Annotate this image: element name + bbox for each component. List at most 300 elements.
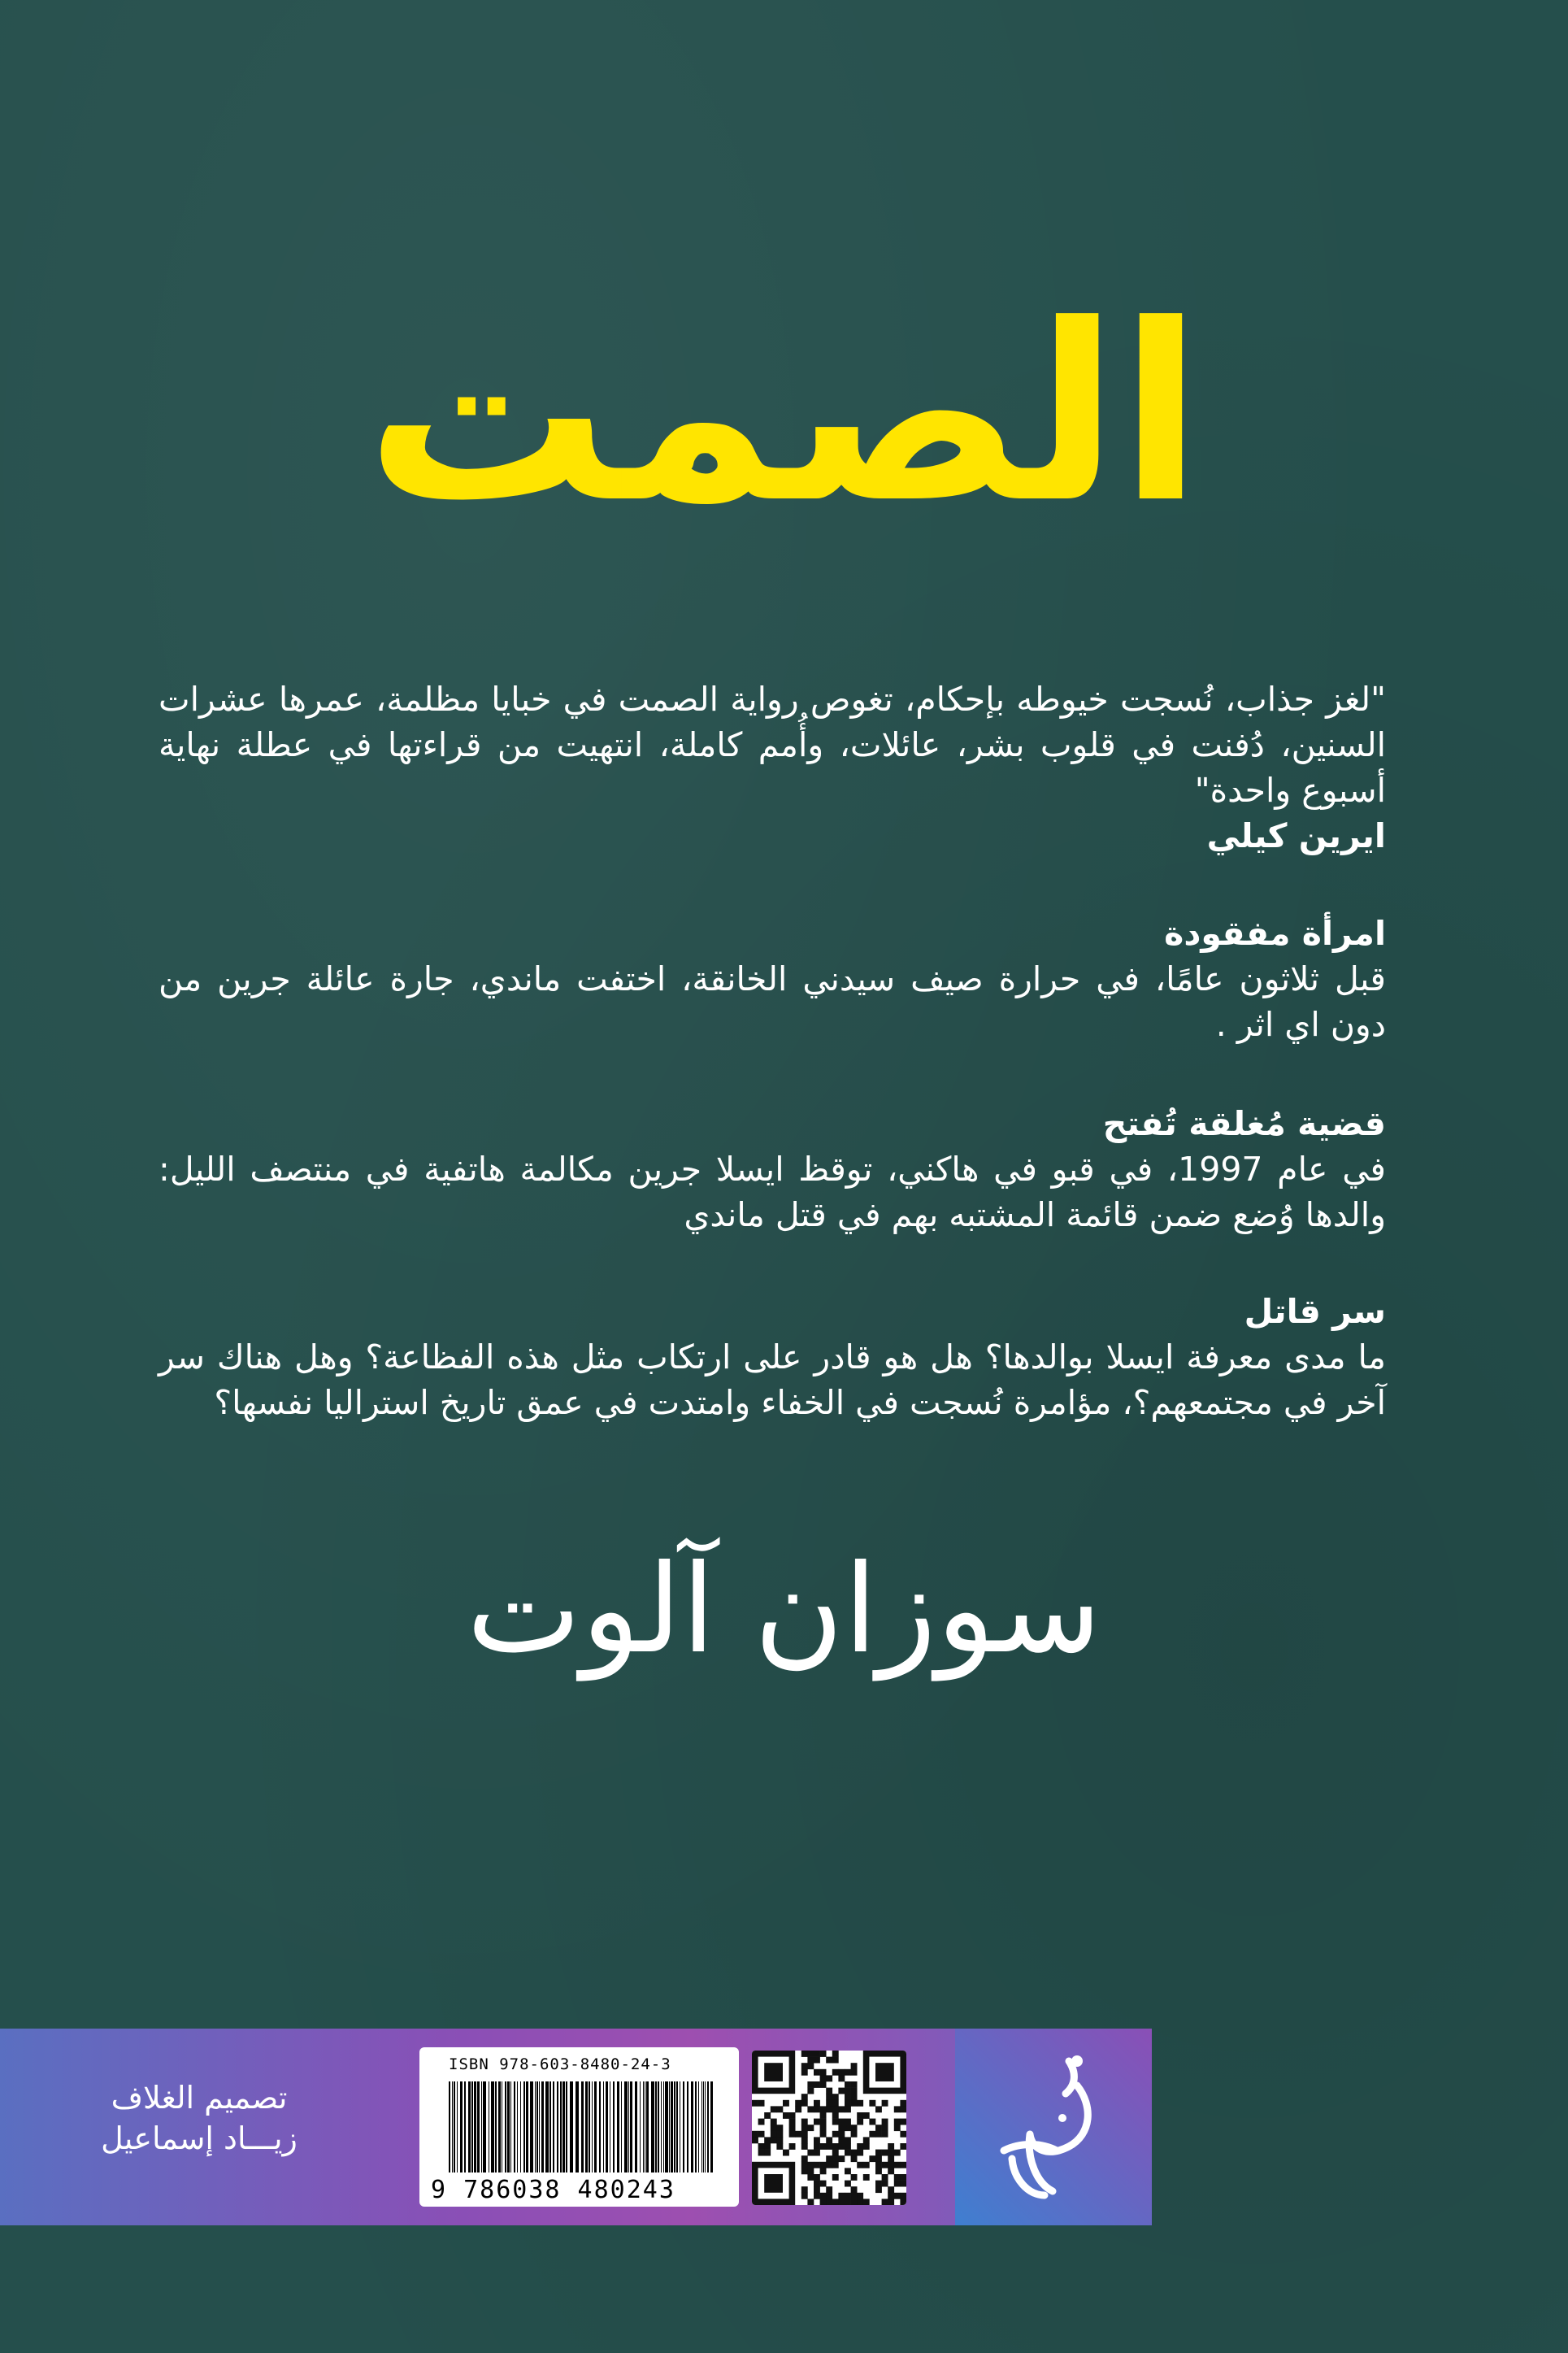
qr-module [882, 2100, 888, 2107]
qr-module [882, 2174, 888, 2181]
qr-module [801, 2143, 808, 2150]
qr-module [875, 2150, 882, 2156]
barcode-bar [687, 2081, 688, 2173]
isbn-barcode [419, 2047, 739, 2207]
qr-module [789, 2119, 796, 2125]
qr-module [820, 2199, 827, 2205]
qr-module [857, 2112, 863, 2119]
qr-module [857, 2193, 863, 2199]
qr-module [900, 2131, 906, 2138]
qr-module [826, 2106, 832, 2112]
barcode-bar [481, 2081, 482, 2173]
section-text: في عام 1997، في قبو في هاكني، توقظ ايسلا جرين مكالمة هاتفية في منتصف الليل: والدها وُضع ضمن قائمة المشتبه بهم في قتل ماندي [159, 1150, 1386, 1234]
qr-module [783, 2150, 789, 2156]
qr-module [838, 2088, 845, 2094]
barcode-bar [592, 2081, 593, 2173]
barcode-bar [671, 2081, 673, 2173]
qr-module [807, 2051, 814, 2057]
qr-module [857, 2199, 863, 2205]
barcode-bar [505, 2081, 506, 2173]
qr-module [845, 2100, 851, 2107]
qr-module [807, 2057, 814, 2064]
barcode-bar [635, 2081, 637, 2173]
qr-module [882, 2131, 888, 2138]
barcode-bar [449, 2081, 450, 2173]
qr-module [851, 2174, 858, 2181]
barcode-bar [594, 2081, 597, 2173]
qr-module [758, 2100, 765, 2107]
qr-module [838, 2131, 845, 2138]
barcode-bar [603, 2081, 604, 2173]
barcode-bar [477, 2081, 480, 2173]
barcode-bar [474, 2081, 476, 2173]
qr-module [863, 2137, 870, 2143]
barcode-bar [464, 2081, 466, 2173]
qr-module [832, 2199, 839, 2205]
barcode-bar [471, 2081, 473, 2173]
qr-module [801, 2063, 808, 2069]
barcode-bar [498, 2081, 501, 2173]
barcode-bar [606, 2081, 608, 2173]
qr-module [900, 2119, 906, 2125]
qr-module [894, 2162, 901, 2168]
barcode-bar [640, 2081, 641, 2173]
barcode-bar [460, 2081, 463, 2173]
qr-module [888, 2199, 894, 2205]
qr-module [826, 2088, 832, 2094]
barcode-bar [663, 2081, 664, 2173]
qr-module [851, 2131, 858, 2138]
barcode-bar [536, 2081, 538, 2173]
barcode-bar [452, 2081, 453, 2173]
qr-module [801, 2100, 808, 2107]
qr-module [807, 2199, 814, 2205]
qr-module [845, 2094, 851, 2100]
qr-module [851, 2063, 858, 2069]
qr-module [820, 2119, 827, 2125]
qr-module [814, 2181, 820, 2187]
qr-module [851, 2081, 858, 2088]
qr-module [758, 2143, 765, 2150]
qr-module [814, 2193, 820, 2199]
section-heading: قضية مُغلقة تُفتح [1102, 1104, 1386, 1143]
qr-module [863, 2112, 870, 2119]
cover-design-credits [77, 2077, 321, 2159]
qr-module [832, 2057, 839, 2064]
qr-module [875, 2155, 882, 2162]
qr-module [838, 2137, 845, 2143]
qr-module [807, 2063, 814, 2069]
qr-module [851, 2094, 858, 2100]
qr-module [900, 2100, 906, 2107]
qr-module [845, 2125, 851, 2131]
qr-module [801, 2186, 808, 2193]
barcode-bar [510, 2081, 511, 2173]
qr-module [863, 2199, 870, 2205]
qr-module [845, 2088, 851, 2094]
qr-module [801, 2051, 808, 2057]
barcode-bar [507, 2081, 510, 2173]
barcode-bar [674, 2081, 675, 2173]
qr-module [789, 2143, 796, 2150]
barcode-bar [581, 2081, 584, 2173]
barcode-bar [560, 2081, 562, 2173]
qr-module [832, 2150, 839, 2156]
qr-module [863, 2162, 870, 2168]
qr-module [832, 2069, 839, 2076]
qr-module [820, 2112, 827, 2119]
qr-module [814, 2143, 820, 2150]
qr-module [764, 2150, 771, 2156]
qr-module [814, 2119, 820, 2125]
qr-module [820, 2125, 827, 2131]
qr-module [826, 2075, 832, 2081]
qr-module [771, 2125, 777, 2131]
qr-code-icon [752, 2051, 906, 2205]
quote-attribution: ايرين كيلي [1206, 816, 1386, 855]
barcode-bar [683, 2081, 684, 2173]
qr-module [832, 2162, 839, 2168]
qr-module [845, 2168, 851, 2174]
barcode-bar [517, 2081, 518, 2173]
qr-module [900, 2143, 906, 2150]
qr-module [845, 2081, 851, 2088]
qr-module [789, 2112, 796, 2119]
qr-module [801, 2137, 808, 2143]
qr-module [820, 2069, 827, 2076]
qr-module [845, 2106, 851, 2112]
barcode-bar [535, 2081, 536, 2173]
qr-module [851, 2100, 858, 2107]
qr-module [820, 2081, 827, 2088]
qr-module [900, 2174, 906, 2181]
qr-module [845, 2069, 851, 2076]
qr-module [857, 2119, 863, 2125]
barcode-bar [495, 2081, 497, 2173]
qr-module [801, 2119, 808, 2125]
barcode-bar [541, 2081, 544, 2173]
qr-module [832, 2174, 839, 2181]
qr-module [832, 2112, 839, 2119]
barcode-bar [655, 2081, 657, 2173]
qr-module [776, 2137, 783, 2143]
qr-module [814, 2162, 820, 2168]
barcode-bar [585, 2081, 588, 2173]
qr-finder [875, 2063, 894, 2081]
author-name: سوزان آلوت [466, 1539, 1102, 1681]
quote-text: "لغز جذاب، نُسجت خيوطه بإحكام، تغوص رواية الصمت في خبايا مظلمة، عمرها عشرات السنين، دُفنت في قلوب بشر، عائلات، وأُمم كاملة، انتهيت من قراءتها في عطلة نهاية أسبوع واحدة" [159, 680, 1386, 810]
barcode-bar [576, 2081, 579, 2173]
qr-module [838, 2069, 845, 2076]
publisher-logo-icon [955, 2029, 1152, 2225]
barcode-bar [562, 2081, 565, 2173]
qr-module [807, 2081, 814, 2088]
qr-module [758, 2150, 765, 2156]
qr-module [814, 2057, 820, 2064]
qr-module [894, 2181, 901, 2187]
qr-module [764, 2143, 771, 2150]
qr-module [894, 2119, 901, 2125]
section-missing-woman [159, 911, 1386, 1047]
qr-module [838, 2125, 845, 2131]
qr-module [888, 2150, 894, 2156]
barcode-bar [570, 2081, 573, 2173]
qr-module [845, 2119, 851, 2125]
qr-module [814, 2051, 820, 2057]
qr-module [814, 2100, 820, 2107]
qr-module [832, 2051, 839, 2057]
section-heading: امرأة مفقودة [1164, 914, 1386, 953]
qr-module [845, 2193, 851, 2199]
qr-module [814, 2186, 820, 2193]
qr-module [776, 2125, 783, 2131]
qr-module [764, 2112, 771, 2119]
qr-module [820, 2168, 827, 2174]
qr-module [900, 2193, 906, 2199]
qr-module [814, 2150, 820, 2156]
barcode-bar [705, 2081, 706, 2173]
qr-module [888, 2143, 894, 2150]
barcode-bar [526, 2081, 528, 2173]
qr-module [851, 2155, 858, 2162]
qr-module [882, 2199, 888, 2205]
qr-module [838, 2075, 845, 2081]
barcode-bar [549, 2081, 551, 2173]
barcode-bar [703, 2081, 704, 2173]
barcode-bar [698, 2081, 699, 2173]
qr-module [801, 2094, 808, 2100]
qr-module [851, 2193, 858, 2199]
qr-module [807, 2168, 814, 2174]
qr-module [888, 2193, 894, 2199]
qr-module [814, 2106, 820, 2112]
qr-module [807, 2162, 814, 2168]
qr-module [807, 2088, 814, 2094]
qr-module [900, 2162, 906, 2168]
qr-module [820, 2106, 827, 2112]
qr-module [771, 2131, 777, 2138]
barcode-bar [613, 2081, 615, 2173]
qr-module [758, 2119, 765, 2125]
barcode-bar [530, 2081, 533, 2173]
qr-module [838, 2193, 845, 2199]
qr-module [832, 2106, 839, 2112]
qr-module [771, 2137, 777, 2143]
barcode-bar [651, 2081, 654, 2173]
qr-module [783, 2112, 789, 2119]
qr-module [845, 2199, 851, 2205]
qr-module [875, 2186, 882, 2193]
qr-module [894, 2106, 901, 2112]
qr-module [851, 2088, 858, 2094]
qr-module [875, 2106, 882, 2112]
qr-module [771, 2106, 777, 2112]
section-heading: سر قاتل [1244, 1292, 1386, 1331]
qr-module [857, 2143, 863, 2150]
qr-module [807, 2150, 814, 2156]
qr-module [814, 2081, 820, 2088]
qr-module [807, 2125, 814, 2131]
qr-module [888, 2168, 894, 2174]
qr-module [801, 2069, 808, 2076]
qr-module [801, 2168, 808, 2174]
qr-module [863, 2174, 870, 2181]
qr-module [882, 2162, 888, 2168]
qr-module [838, 2106, 845, 2112]
review-quote [159, 676, 1386, 859]
qr-module [851, 2199, 858, 2205]
qr-module [814, 2069, 820, 2076]
qr-module [801, 2193, 808, 2199]
barcode-bar [566, 2081, 567, 2173]
qr-module [776, 2131, 783, 2138]
barcode-bar [676, 2081, 678, 2173]
qr-module [857, 2100, 863, 2107]
qr-module [832, 2119, 839, 2125]
qr-module [869, 2131, 875, 2138]
qr-module [845, 2143, 851, 2150]
qr-module [845, 2137, 851, 2143]
barcode-bar [589, 2081, 590, 2173]
qr-module [801, 2125, 808, 2131]
qr-module [888, 2186, 894, 2193]
barcode-bar [710, 2081, 713, 2173]
qr-module [789, 2131, 796, 2138]
barcode-bar [545, 2081, 549, 2173]
qr-module [900, 2106, 906, 2112]
qr-module [783, 2100, 789, 2107]
barcode-bar [483, 2081, 486, 2173]
barcode-bar [621, 2081, 622, 2173]
qr-module [771, 2119, 777, 2125]
qr-module [894, 2174, 901, 2181]
qr-module [826, 2137, 832, 2143]
qr-module [826, 2143, 832, 2150]
barcode-bar [628, 2081, 629, 2173]
qr-module [900, 2181, 906, 2187]
qr-module [857, 2162, 863, 2168]
qr-module [838, 2155, 845, 2162]
qr-module [838, 2199, 845, 2205]
qr-module [838, 2119, 845, 2125]
qr-module [801, 2155, 808, 2162]
barcode-bars [449, 2081, 717, 2173]
barcode-bar [523, 2081, 525, 2173]
qr-module [875, 2181, 882, 2187]
barcode-bar [630, 2081, 632, 2173]
qr-module [826, 2199, 832, 2205]
qr-module [875, 2131, 882, 2138]
qr-module [888, 2155, 894, 2162]
qr-finder [764, 2063, 783, 2081]
barcode-bar [661, 2081, 662, 2173]
qr-module [851, 2125, 858, 2131]
qr-module [826, 2155, 832, 2162]
qr-module [851, 2186, 858, 2193]
qr-module [875, 2168, 882, 2174]
qr-module [882, 2119, 888, 2125]
qr-module [820, 2162, 827, 2168]
barcode-bar [658, 2081, 659, 2173]
qr-module [838, 2143, 845, 2150]
barcode-bar [617, 2081, 619, 2173]
barcode-bar [691, 2081, 693, 2173]
qr-module [776, 2106, 783, 2112]
qr-module [869, 2119, 875, 2125]
qr-module [863, 2143, 870, 2150]
qr-module [795, 2131, 801, 2138]
qr-module [851, 2150, 858, 2156]
barcode-bar [457, 2081, 458, 2173]
qr-module [801, 2162, 808, 2168]
barcode-bar [624, 2081, 628, 2173]
ean-digits: 9 786038 480243 [431, 2176, 675, 2204]
section-text: قبل ثلاثون عامًا، في حرارة صيف سيدني الخانقة، اختفت ماندي، جارة عائلة جرين من دون اي اثر . [159, 959, 1386, 1044]
section-text: ما مدى معرفة ايسلا بوالدها؟ هل هو قادر على ارتكاب مثل هذه الفظاعة؟ وهل هناك سر آخر في مجتمعهم؟، مؤامرة نُسجت في الخفاء وامتدت في عمق تاريخ استراليا نفسها؟ [159, 1337, 1386, 1422]
qr-module [820, 2131, 827, 2138]
qr-module [832, 2155, 839, 2162]
qr-module [758, 2131, 765, 2138]
barcode-bar [669, 2081, 670, 2173]
qr-finder [764, 2174, 783, 2193]
barcode-bar [707, 2081, 709, 2173]
qr-module [888, 2162, 894, 2168]
qr-module [789, 2125, 796, 2131]
qr-module [832, 2131, 839, 2138]
barcode-bar [665, 2081, 668, 2173]
qr-module [752, 2131, 758, 2138]
book-title: الصمت [365, 272, 1203, 556]
qr-module [857, 2150, 863, 2156]
qr-module [814, 2137, 820, 2143]
barcode-bar [701, 2081, 702, 2173]
barcode-bar [643, 2081, 644, 2173]
qr-module [894, 2125, 901, 2131]
barcode-bar [491, 2081, 494, 2173]
barcode-bar [454, 2081, 455, 2173]
qr-module [820, 2143, 827, 2150]
qr-module [832, 2100, 839, 2107]
qr-module [752, 2100, 758, 2107]
barcode-bar [553, 2081, 554, 2173]
qr-module [826, 2162, 832, 2168]
barcode-bar [468, 2081, 471, 2173]
qr-module [801, 2131, 808, 2138]
qr-module [869, 2155, 875, 2162]
qr-module [826, 2193, 832, 2199]
qr-module [826, 2100, 832, 2107]
qr-module [894, 2150, 901, 2156]
qr-module [845, 2181, 851, 2187]
qr-module [826, 2057, 832, 2064]
qr-module [820, 2181, 827, 2187]
qr-module [875, 2125, 882, 2131]
qr-module [820, 2051, 827, 2057]
qr-module [882, 2181, 888, 2187]
qr-module [764, 2137, 771, 2143]
qr-module [826, 2186, 832, 2193]
qr-module [820, 2075, 827, 2081]
isbn-label: ISBN 978-603-8480-24-3 [449, 2055, 671, 2073]
qr-module [820, 2193, 827, 2199]
qr-module [776, 2143, 783, 2150]
qr-module [832, 2143, 839, 2150]
barcode-bar [520, 2081, 521, 2173]
qr-module [894, 2193, 901, 2199]
qr-module [845, 2150, 851, 2156]
qr-module [795, 2100, 801, 2107]
qr-module [807, 2106, 814, 2112]
